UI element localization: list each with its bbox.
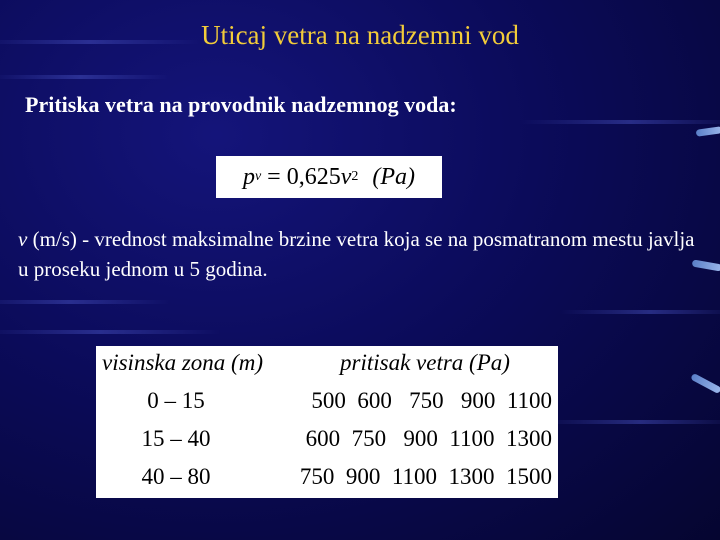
table-row-zone: 40 – 80 [141,464,211,489]
table-row-values: 600 750 900 1100 1300 [305,426,552,451]
table-row-zone: 15 – 40 [141,426,211,451]
formula-rhs-var: v [340,163,352,190]
description-var: v [18,227,28,251]
description-text: (m/s) - vrednost maksimalne brzine vetra koja se na posmatranom mestu javlja u proseku jednom u 5 godina. [18,227,695,281]
decorative-ribbon [696,126,720,137]
formula-lhs-sub: v [254,169,262,184]
slide-subtitle: Pritiska vetra na provodnik nadzemnog voda: [25,92,457,117]
background-streak [0,300,170,304]
formula-unit: (Pa) [372,163,416,190]
background-streak [560,310,720,314]
formula-exponent: 2 [351,169,359,184]
wind-pressure-table [96,346,558,498]
formula-coefficient: = 0,625 [267,163,341,190]
wind-pressure-formula [216,156,442,198]
table-row-zone: 0 – 15 [147,388,205,413]
slide-title: Uticaj vetra na nadzemni vod [201,20,519,50]
table-row-values: 750 900 1100 1300 1500 [299,464,552,489]
decorative-ribbon [690,373,720,394]
variable-description [18,224,708,284]
table-row-values: 500 600 750 900 1100 [311,388,552,413]
background-streak [540,420,720,424]
background-streak [0,75,170,79]
background-streak [0,330,220,334]
table-header-zone: visinska zona (m) [102,350,263,375]
formula-lhs-var: p [242,163,255,190]
background-streak [520,120,720,124]
table-header-pressure: pritisak vetra (Pa) [340,350,510,375]
